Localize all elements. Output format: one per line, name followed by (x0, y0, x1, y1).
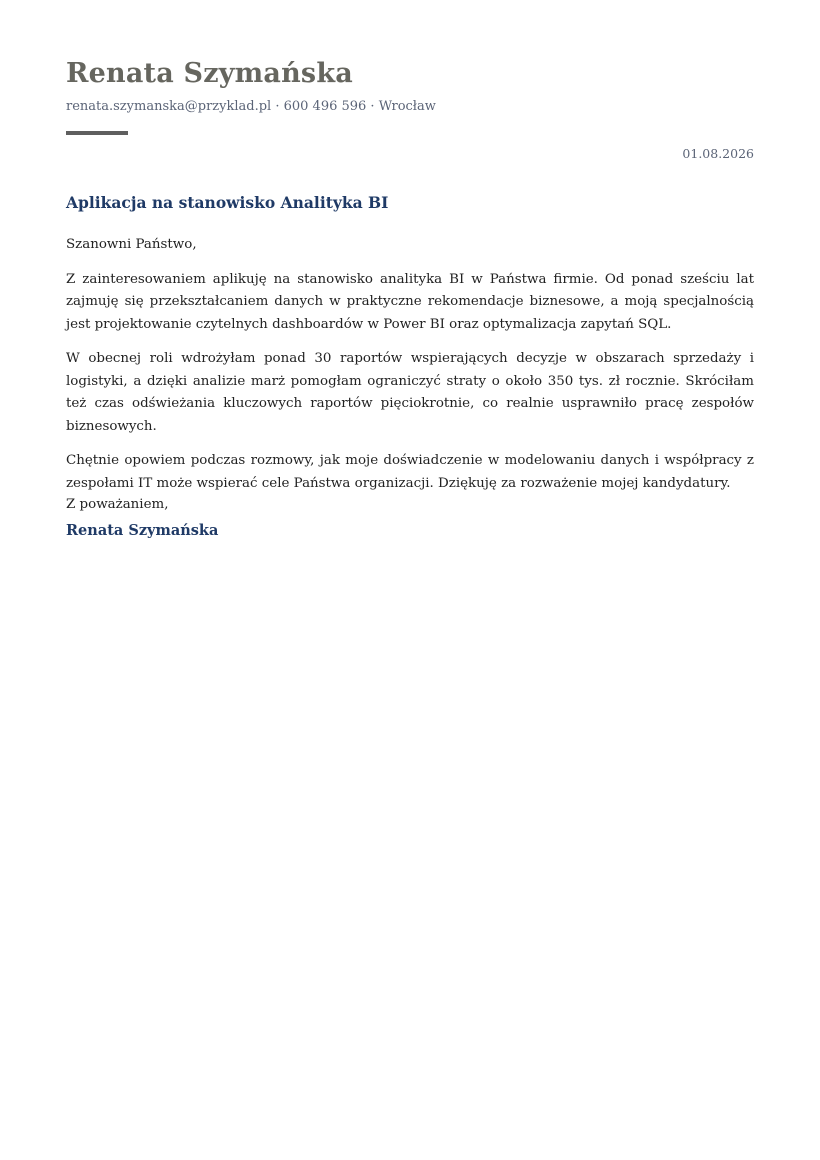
paragraph-3: Chętnie opowiem podczas rozmowy, jak moje doświadczenie w modelowaniu danych i współpracy z zespołami IT może wspierać cele Państwa organizacji. Dziękuję za rozważenie mojej kandydatury. (66, 453, 754, 491)
sender-name: Renata Szymańska (66, 58, 353, 89)
salutation: Szanowni Państwo, (66, 237, 197, 252)
sender-contact: renata.szymanska@przyklad.pl · 600 496 596 · Wrocław (66, 99, 436, 114)
paragraph-1: Z zainteresowaniem aplikuję na stanowisko analityka BI w Państwa firmie. Od ponad sześciu lat zajmuję się przekształcaniem danych w praktyczne rekomendacje biznesowe, a moją specjalnością jest projektowanie czytelnych dashboardów w Power BI oraz optymalizacja zapytań SQL. (66, 271, 754, 332)
signature-name: Renata Szymańska (66, 522, 219, 539)
paragraph-2: W obecnej roli wdrożyłam ponad 30 raportów wspierających decyzje w obszarach sprzedaży i logistyki, a dzięki analizie marż pomogłam ograniczyć straty o około 350 tys. zł rocznie. Skróciłam też czas odświeżania kluczowych raportów pięciokrotnie, co realnie usprawniło pracę zespołów biznesowych. (66, 351, 754, 434)
closing-phrase: Z poważaniem, (66, 497, 169, 512)
letter-date: 01.08.2026 (682, 146, 754, 161)
header-divider (66, 131, 128, 135)
letter-subject: Aplikacja na stanowisko Analityka BI (66, 193, 389, 212)
letter-header (66, 56, 754, 116)
letter-body (66, 234, 754, 507)
